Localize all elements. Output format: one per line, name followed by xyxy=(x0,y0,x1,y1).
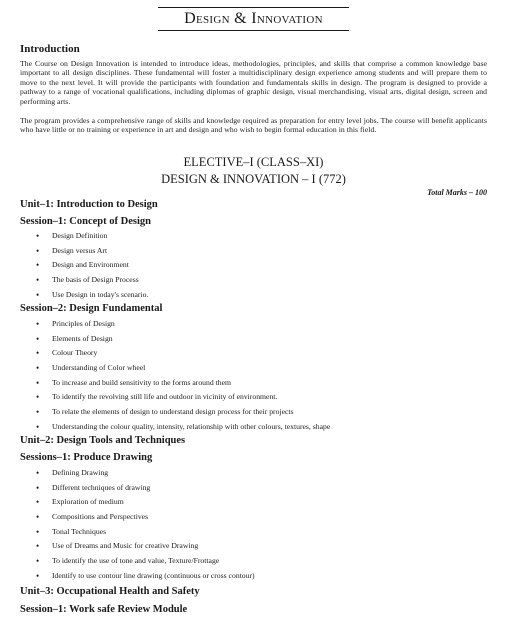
unit-3-heading: Unit–3: Occupational Health and Safety xyxy=(20,586,200,597)
unit-1-session-1-heading: Session–1: Concept of Design xyxy=(20,216,151,227)
list-item: • Principles of Design xyxy=(0,318,507,333)
list-item: • Tonal Techniques xyxy=(0,526,507,541)
list-item: • Identify to use contour line drawing (continuous or cross contour) xyxy=(0,570,507,585)
introduction-paragraph-1: The Course on Design Innovation is intended to introduce ideas, methodologies, principles, and skills that comprise a common knowledge base important to all design disciplines. These fundamental will foster a multidisciplinary design experience among students and will prepare them to move to the next level. It will provide the participants with foundation and fundamentals skills in design. The program is designed to provide a pathway to a range of vocational qualifications, including diplomas of graphic design, visual merchandising, visual arts, digital design, screen and performing arts. xyxy=(20,59,487,106)
list-item: • Exploration of medium xyxy=(0,496,507,511)
list-item: • Understanding the colour quality, intensity, relationship with other colours, textures, shape xyxy=(0,421,507,436)
list-item: • Use of Dreams and Music for creative Drawing xyxy=(0,540,507,555)
title-top-rule xyxy=(158,7,349,8)
page-title-text: Design & Innovation xyxy=(184,10,323,27)
introduction-paragraph-2: The program provides a comprehensive range of skills and knowledge required as preparation for entry level jobs. The course will benefit applicants who have little or no training or experience in art and design and who wish to begin formal education in this field. xyxy=(20,116,487,135)
list-item: • Design and Environment xyxy=(0,259,507,274)
unit-2-heading: Unit–2: Design Tools and Techniques xyxy=(20,435,186,446)
list-item: • Different techniques of drawing xyxy=(0,482,507,497)
session-1-list xyxy=(0,230,507,303)
page-title xyxy=(0,10,507,28)
list-item: • Design versus Art xyxy=(0,245,507,260)
introduction-heading: Introduction xyxy=(20,43,80,55)
elective-heading: ELECTIVE–I (CLASS–XI) xyxy=(183,155,324,169)
list-item: • Colour Theory xyxy=(0,347,507,362)
title-bottom-rule xyxy=(158,30,349,31)
unit-2-session-1-list xyxy=(0,467,507,585)
list-item: • Compositions and Perspectives xyxy=(0,511,507,526)
list-item: • Elements of Design xyxy=(0,333,507,348)
unit-3-session-1-heading: Session–1: Work safe Review Module xyxy=(20,604,188,615)
unit-1-session-2-heading: Session–2: Design Fundamental xyxy=(20,303,163,314)
course-heading: DESIGN & INNOVATION – I (772) xyxy=(161,172,346,186)
session-2-list xyxy=(0,318,507,436)
list-item: • To relate the elements of design to understand design process for their projects xyxy=(0,406,507,421)
list-item: • The basis of Design Process xyxy=(0,274,507,289)
list-item: • To identify the revolving still life and outdoor in vicinity of environment. xyxy=(0,391,507,406)
list-item: • Defining Drawing xyxy=(0,467,507,482)
list-item: • Design Definition xyxy=(0,230,507,245)
list-item: • To identify the use of tone and value, Texture/Frottage xyxy=(0,555,507,570)
unit-2-session-1-heading: Sessions–1: Produce Drawing xyxy=(20,452,153,463)
total-marks: Total Marks – 100 xyxy=(427,188,487,197)
list-item: • To increase and build sensitivity to the forms around them xyxy=(0,377,507,392)
list-item: • Understanding of Color wheel xyxy=(0,362,507,377)
unit-1-heading: Unit–1: Introduction to Design xyxy=(20,199,158,210)
list-item: • Use Design in today's scenario. xyxy=(0,289,507,304)
